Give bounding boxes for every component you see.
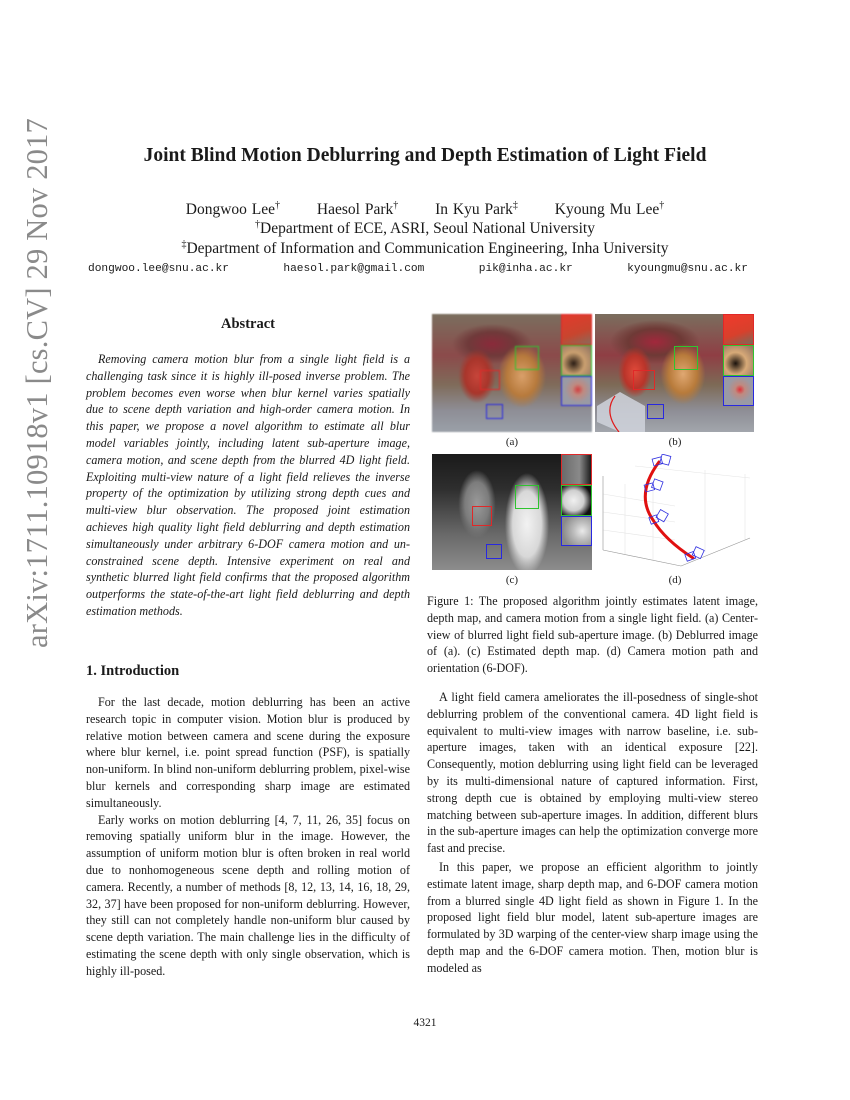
green-highlight-box xyxy=(674,346,698,370)
affiliation-1 xyxy=(0,219,850,238)
author-name: Haesol Park xyxy=(316,201,394,219)
panel-c-label: (c) xyxy=(505,574,519,586)
author-name: Kyoung Mu Lee xyxy=(554,201,660,219)
red-highlight-box xyxy=(472,506,492,526)
red-zoom-inset xyxy=(561,454,592,485)
affiliation-mark: † xyxy=(275,200,281,211)
red-highlight-box xyxy=(480,370,500,390)
affiliation-mark: † xyxy=(393,200,399,211)
blue-zoom-inset xyxy=(723,376,754,406)
affiliation-mark: ‡ xyxy=(512,200,518,211)
figure-panel-c-depth-map xyxy=(432,454,592,570)
author-list xyxy=(0,200,850,219)
blue-highlight-box xyxy=(486,544,502,559)
figure-panel-d-camera-motion xyxy=(595,454,754,570)
figure-1-caption: Figure 1: The proposed algorithm jointly estimates latent image, depth map, and camera motion from a single light field. (a) Center-view of blurred light field sub-aperture image. (b) Deblurred image of (a). (c) Estimated depth map. (d) Camera motion path and orientation (6-DOF). xyxy=(427,594,758,676)
blue-highlight-box xyxy=(647,404,664,419)
email-3[interactable]: pik@inha.ac.kr xyxy=(478,263,573,275)
affiliation-mark: † xyxy=(659,200,665,211)
green-zoom-inset xyxy=(561,485,592,516)
email-4[interactable]: kyoungmu@snu.ac.kr xyxy=(627,263,748,275)
figure-panel-b-deblurred-image xyxy=(595,314,754,432)
zoom-insets xyxy=(723,314,754,432)
zoom-insets xyxy=(561,454,592,570)
email-2[interactable]: haesol.park@gmail.com xyxy=(283,263,425,275)
author-3 xyxy=(435,201,518,218)
affiliation-mark: ‡ xyxy=(181,239,187,250)
intro-paragraph-2: Early works on motion deblurring [4, 7, 11, 26, 35] focus on removing spatially uniform blur in the image. However, the assumption of uniform motion blur is often broken in real world due to nonhomogeneous scene depth and rolling motion of camera. Recently, a number of methods [8, 12, 13, 14, 16, 18, 29, 32, 37] have been proposed for non-uniform deblurring. However, they still can not completely handle non-uniform blur caused by scene depth variation. The main challenge lies in the difficulty of estimating the scene depth with only single observation, which is highly ill-posed. xyxy=(86,812,410,978)
page-number: 4321 xyxy=(413,1017,437,1029)
introduction-left-column xyxy=(86,694,410,980)
affiliation-text: Department of Information and Communication Engineering, Inha University xyxy=(186,240,669,258)
arxiv-identifier-stamp: arXiv:1711.10918v1 [cs.CV] 29 Nov 2017 xyxy=(20,117,54,648)
intro-paragraph-1: For the last decade, motion deblurring has been an active research topic in computer vision. Motion blur is produced by relative motion between camera and scene during the exposure where blur kernel, i.e. point spread function (PSF), is spatially non-uniform. In blind non-uniform deblurring problem, pixel-wise blur kernels and corresponding sharp image are estimated simultaneously. xyxy=(86,695,410,810)
camera-motion-path-plot xyxy=(595,454,754,570)
red-zoom-inset xyxy=(561,314,592,345)
figure-panel-a-blurred-image xyxy=(432,314,592,432)
author-name: In Kyu Park xyxy=(435,201,513,219)
author-4 xyxy=(555,201,664,218)
abstract-heading: Abstract xyxy=(221,316,275,332)
author-emails xyxy=(88,263,748,275)
green-zoom-inset xyxy=(561,345,592,376)
zoom-insets xyxy=(561,314,592,432)
panel-a-label: (a) xyxy=(505,436,519,448)
introduction-right-column xyxy=(427,689,758,977)
intro-paragraph-3: A light field camera ameliorates the ill-posedness of single-shot deblurring problem of the conventional camera. 4D light field is equivalent to multi-view images with narrow baseline, i.e. sub-aperture images, taken with an identical exposure [22]. Consequently, motion deblurring using light field can be leveraged by its multi-dimensional nature of captured information. First, strong depth cue is obtained by employing multi-view stereo matching between sub-aperture images. In addition, different blurs in the sub-aperture images can help the optimization converge more fast and precise. xyxy=(427,690,758,856)
red-zoom-inset xyxy=(723,314,754,345)
panel-b-label: (b) xyxy=(668,436,682,448)
blue-zoom-inset xyxy=(561,516,592,546)
blue-highlight-box xyxy=(486,404,503,419)
blue-zoom-inset xyxy=(561,376,592,406)
abstract-text: Removing camera motion blur from a single light field is a challenging task since it is highly ill-posed inverse problem. The problem becomes even worse when blur kernel varies spatially due to scene depth variation and high-order camera motion. In this paper, we propose a novel algorithm to estimate all blur model variables jointly, including latent sub-aperture image, camera motion, and scene depth from the blurred 4D light field. Exploiting multi-view nature of a light field relieves the inverse property of the optimization by utilizing strong depth cues and multi-view blur observation. The proposed joint estimation achieves high quality light field deblurring and depth estimation simultaneously under arbitrary 6-DOF camera motion and unconstrained scene depth. Intensive experiment on real and synthetic blurred light field confirms that the proposed algorithm outperforms the state-of-the-art light field deblurring and depth estimation methods. xyxy=(86,352,410,618)
email-1[interactable]: dongwoo.lee@snu.ac.kr xyxy=(88,263,229,275)
affiliation-mark: † xyxy=(255,219,261,230)
panel-d-label: (d) xyxy=(668,574,682,586)
introduction-heading: 1. Introduction xyxy=(86,663,180,679)
author-name: Dongwoo Lee xyxy=(185,201,276,219)
paper-title: Joint Blind Motion Deblurring and Depth Estimation of Light Field xyxy=(143,145,707,166)
author-2 xyxy=(317,201,398,218)
affiliation-text: Department of ECE, ASRI, Seoul National University xyxy=(260,220,595,238)
author-1 xyxy=(186,201,280,218)
affiliation-2 xyxy=(0,239,850,258)
green-zoom-inset xyxy=(723,345,754,376)
intro-paragraph-4: In this paper, we propose an efficient algorithm to jointly estimate latent image, sharp depth map, and 6-DOF camera motion from a blurred single 4D light field as shown in Figure 1. In the proposed light field blur model, latent sub-aperture images are formulated by 3D warping of the center-view sharp image using the depth map and the 6-DOF camera motion. Then, motion blur is modeled as xyxy=(427,859,758,975)
red-highlight-box xyxy=(633,370,655,390)
figure-1 xyxy=(432,314,754,590)
green-highlight-box xyxy=(515,346,539,370)
green-highlight-box xyxy=(515,485,539,509)
